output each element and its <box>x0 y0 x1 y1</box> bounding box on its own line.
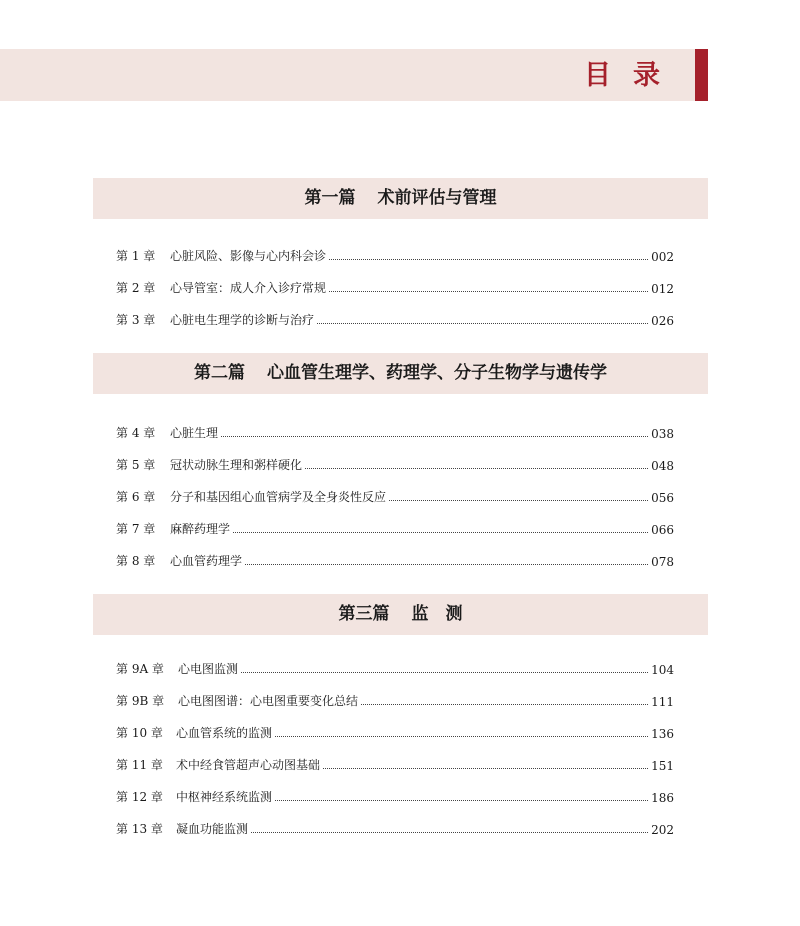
part-label: 第三篇 <box>338 604 390 624</box>
page-number: 186 <box>651 791 674 805</box>
dot-leader <box>329 259 648 260</box>
part-heading <box>93 594 708 635</box>
page-number: 056 <box>651 491 674 505</box>
dot-leader <box>329 291 648 292</box>
chapter-number: 第 4 章 <box>116 426 156 440</box>
page-number: 136 <box>651 727 674 741</box>
page-title: 目录 <box>584 60 682 91</box>
page-number: 151 <box>651 759 674 773</box>
chapter-number: 第 6 章 <box>116 490 156 504</box>
dot-leader <box>275 800 648 801</box>
dot-leader <box>221 436 648 437</box>
dot-leader <box>251 832 648 833</box>
toc-entry[interactable] <box>116 645 674 677</box>
page-number: 002 <box>651 250 674 264</box>
page-number: 104 <box>651 663 674 677</box>
chapter-title: 凝血功能监测 <box>176 822 249 836</box>
toc-entry[interactable] <box>116 805 674 837</box>
dot-leader <box>233 532 648 533</box>
page-number: 202 <box>651 823 674 837</box>
part-title: 术前评估与管理 <box>377 188 497 208</box>
chapter-number: 第 9A 章 <box>116 662 164 676</box>
header-accent-bar <box>695 49 708 101</box>
toc-entry[interactable] <box>116 409 674 441</box>
chapter-title: 术中经食管超声心动图基础 <box>176 758 321 772</box>
chapter-title: 中枢神经系统监测 <box>176 790 273 804</box>
chapter-title: 心脏电生理学的诊断与治疗 <box>170 313 315 327</box>
part-title: 心血管生理学、药理学、分子生物学与遗传学 <box>267 363 607 383</box>
toc-entry[interactable] <box>116 264 674 296</box>
dot-leader <box>245 564 648 565</box>
chapter-number: 第 7 章 <box>116 522 156 536</box>
dot-leader <box>275 736 648 737</box>
page-number: 038 <box>651 427 674 441</box>
toc-entry[interactable] <box>116 505 674 537</box>
toc-entry[interactable] <box>116 773 674 805</box>
chapter-title: 心电图图谱：心电图重要变化总结 <box>178 694 359 708</box>
chapter-title: 心导管室：成人介入诊疗常规 <box>170 281 327 295</box>
toc-entry[interactable] <box>116 709 674 741</box>
chapter-number: 第 5 章 <box>116 458 156 472</box>
chapter-number: 第 8 章 <box>116 554 156 568</box>
toc-entry[interactable] <box>116 473 674 505</box>
page-number: 111 <box>651 695 674 709</box>
chapter-title: 麻醉药理学 <box>170 522 231 536</box>
page-number: 026 <box>651 314 674 328</box>
part-heading <box>93 178 708 219</box>
dot-leader <box>389 500 648 501</box>
chapter-number: 第 13 章 <box>116 822 163 836</box>
chapter-title: 分子和基因组心血管病学及全身炎性反应 <box>170 490 387 504</box>
chapter-title: 心电图监测 <box>178 662 239 676</box>
page-number: 048 <box>651 459 674 473</box>
chapter-number: 第 2 章 <box>116 281 156 295</box>
dot-leader <box>241 672 648 673</box>
chapter-number: 第 1 章 <box>116 249 156 263</box>
dot-leader <box>305 468 648 469</box>
toc-entry[interactable] <box>116 741 674 773</box>
chapter-title: 冠状动脉生理和粥样硬化 <box>170 458 303 472</box>
dot-leader <box>317 323 648 324</box>
part-label: 第二篇 <box>194 363 245 383</box>
toc-entry[interactable] <box>116 296 674 328</box>
part-heading <box>93 353 708 394</box>
dot-leader <box>361 704 648 705</box>
toc-entry[interactable] <box>116 677 674 709</box>
toc-entry[interactable] <box>116 537 674 569</box>
chapter-title: 心血管药理学 <box>170 554 243 568</box>
chapter-title: 心血管系统的监测 <box>176 726 273 740</box>
chapter-number: 第 12 章 <box>116 790 163 804</box>
page-number: 066 <box>651 523 674 537</box>
toc-list <box>116 409 674 569</box>
chapter-number: 第 3 章 <box>116 313 156 327</box>
dot-leader <box>323 768 648 769</box>
toc-list <box>116 232 674 328</box>
chapter-number: 第 10 章 <box>116 726 163 740</box>
part-label: 第一篇 <box>304 188 356 208</box>
chapter-number: 第 9B 章 <box>116 694 165 708</box>
toc-entry[interactable] <box>116 232 674 264</box>
page-number: 012 <box>651 282 674 296</box>
toc-entry[interactable] <box>116 441 674 473</box>
chapter-title: 心脏风险、影像与心内科会诊 <box>170 249 327 263</box>
chapter-title: 心脏生理 <box>170 426 219 440</box>
part-title: 监 测 <box>411 604 463 624</box>
toc-list <box>116 645 674 837</box>
chapter-number: 第 11 章 <box>116 758 163 772</box>
page-number: 078 <box>651 555 674 569</box>
